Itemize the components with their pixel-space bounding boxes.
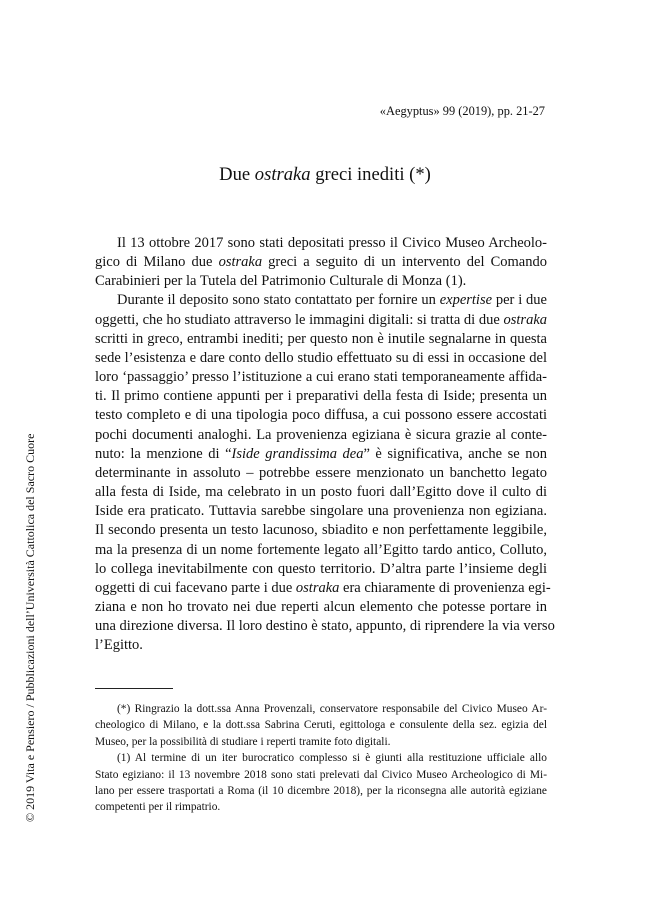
footnote-line xyxy=(95,717,547,733)
body-line xyxy=(95,234,547,253)
footnote-line xyxy=(95,701,547,717)
text-segment: competenti per il rimpatrio. xyxy=(95,801,221,814)
text-segment: lo collega inevitabilmente con questo territorio. D’altra parte l’insieme degli xyxy=(95,560,547,577)
text-segment: scritti in greco, entrambi inediti; per questo non è inutile segnalarne in questa xyxy=(95,330,547,347)
text-segment: ti. Il primo contiene appunti per i preparativi della festa di Iside; presenta un xyxy=(95,388,547,405)
body-line xyxy=(95,291,547,310)
footnote-line xyxy=(95,799,547,815)
footnote-line xyxy=(95,750,547,766)
text-segment: Durante il deposito sono stato contattato per fornire un xyxy=(117,292,440,309)
body-line xyxy=(95,579,551,598)
text-segment: Museo, per la possibilità di studiare i reperti tramite foto digitali. xyxy=(95,735,391,748)
text-segment: nuto: la menzione di “ xyxy=(95,445,232,462)
text-segment: Carabinieri per la Tutela del Patrimonio Culturale di Monza (1). xyxy=(95,273,467,290)
title-text: Due xyxy=(219,164,255,185)
text-segment: ” è significativa, anche se non xyxy=(363,445,547,462)
body-line xyxy=(95,464,547,483)
body-line xyxy=(95,330,547,349)
body-text xyxy=(95,234,555,655)
text-segment: Iside era praticato. Tuttavia sarebbe singolare una provenienza non egiziana. xyxy=(95,503,547,520)
text-segment: pochi documenti analoghi. La provenienza egiziana è sicura grazie al conte- xyxy=(95,426,547,443)
text-segment: era chiaramente di provenienza egi- xyxy=(339,579,551,596)
text-segment: loro ‘passaggio’ presso l’istituzione a cui erano stati temporaneamente affida- xyxy=(95,369,547,386)
text-segment: ma la presenza di un nome fortemente legato all’Egitto tardo antico, Colluto, xyxy=(95,541,547,558)
text-segment: oggetti, che ho studiato attraverso le immagini digitali: si tratta di due xyxy=(95,311,504,328)
body-line xyxy=(95,387,547,406)
text-segment: Il 13 ottobre 2017 sono stati depositati presso il Civico Museo Archeolo- xyxy=(117,235,547,251)
footnotes xyxy=(95,701,547,816)
italic-term: Iside grandissima dea xyxy=(231,445,364,462)
body-line xyxy=(95,311,547,330)
text-segment: alla festa di Iside, ma celebrato in un posto fuori dall’Egitto dove il culto di xyxy=(95,484,547,501)
body-line xyxy=(95,598,547,617)
text-segment: Stato egiziano: il 13 novembre 2018 sono stati prelevati dal Civico Museo Archeologico di Mi- xyxy=(95,768,547,781)
footnote-line xyxy=(95,734,547,750)
italic-term: ostraka xyxy=(295,579,340,596)
body-line xyxy=(95,272,547,291)
italic-term: ostraka xyxy=(503,311,547,328)
body-line xyxy=(95,253,547,272)
text-segment: sede l’esistenza e dare conto dello studio effettuato su di essi in occasione del xyxy=(95,349,547,366)
footnote-rule xyxy=(95,688,173,689)
text-segment: cheologico di Milano, e la dott.ssa Sabrina Ceruti, egittologa e consulente della sez. egizia del xyxy=(95,719,547,732)
body-line xyxy=(95,368,547,387)
text-segment: (1) Al termine di un iter burocratico complesso si è giunti alla restituzione ufficiale allo xyxy=(117,752,547,765)
body-line xyxy=(95,406,547,425)
text-segment: testo completo e di una tipologia poco diffusa, a cui possono essere accostati xyxy=(95,407,547,424)
text-segment: lano per essere trasportati a Roma (il 10 dicembre 2018), per la riconsegna alle autorità egiziane xyxy=(95,785,547,798)
body-line xyxy=(95,445,547,464)
text-segment: Il secondo presenta un testo lacunoso, sbiadito e non perfettamente leggibile, xyxy=(95,522,547,539)
body-line xyxy=(95,483,547,502)
body-line xyxy=(95,502,547,521)
text-segment: una direzione diversa. Il loro destino è stato, appunto, di riprendere la via verso xyxy=(95,618,555,635)
body-line xyxy=(95,560,547,579)
text-segment: (*) Ringrazio la dott.ssa Anna Provenzali, conservatore responsabile del Civico Museo Ar- xyxy=(117,703,547,715)
text-segment: per i due xyxy=(492,292,547,309)
footnote-line xyxy=(95,783,547,799)
copyright-side-text: © 2019 Vita e Pensiero / Pubblicazioni dell’Università Cattolica del Sacro Cuore xyxy=(23,433,37,822)
text-segment: oggetti di cui facevano parte i due xyxy=(95,579,296,596)
italic-term: expertise xyxy=(439,292,493,309)
running-head: «Aegyptus» 99 (2019), pp. 21-27 xyxy=(379,104,545,118)
text-segment: determinante in assoluto – potrebbe essere menzionato un banchetto legato xyxy=(95,464,547,481)
body-line xyxy=(95,521,547,540)
body-line xyxy=(95,617,555,636)
text-segment: l’Egitto. xyxy=(95,637,143,654)
title-text-rest: greci inediti (*) xyxy=(310,164,431,185)
text-segment: gico di Milano due xyxy=(95,254,219,271)
body-line xyxy=(95,541,547,560)
text-segment: greci a seguito di un intervento del Comando xyxy=(262,254,547,271)
text-segment: ziana e non ho trovato nei due reperti alcun elemento che potesse portare in xyxy=(95,598,547,615)
italic-term: ostraka xyxy=(218,254,263,271)
body-line xyxy=(95,349,547,368)
body-line xyxy=(95,426,547,445)
body-line xyxy=(95,636,547,655)
title-italic-term: ostraka xyxy=(254,164,311,185)
article-title xyxy=(0,164,650,186)
footnote-line xyxy=(95,767,547,783)
